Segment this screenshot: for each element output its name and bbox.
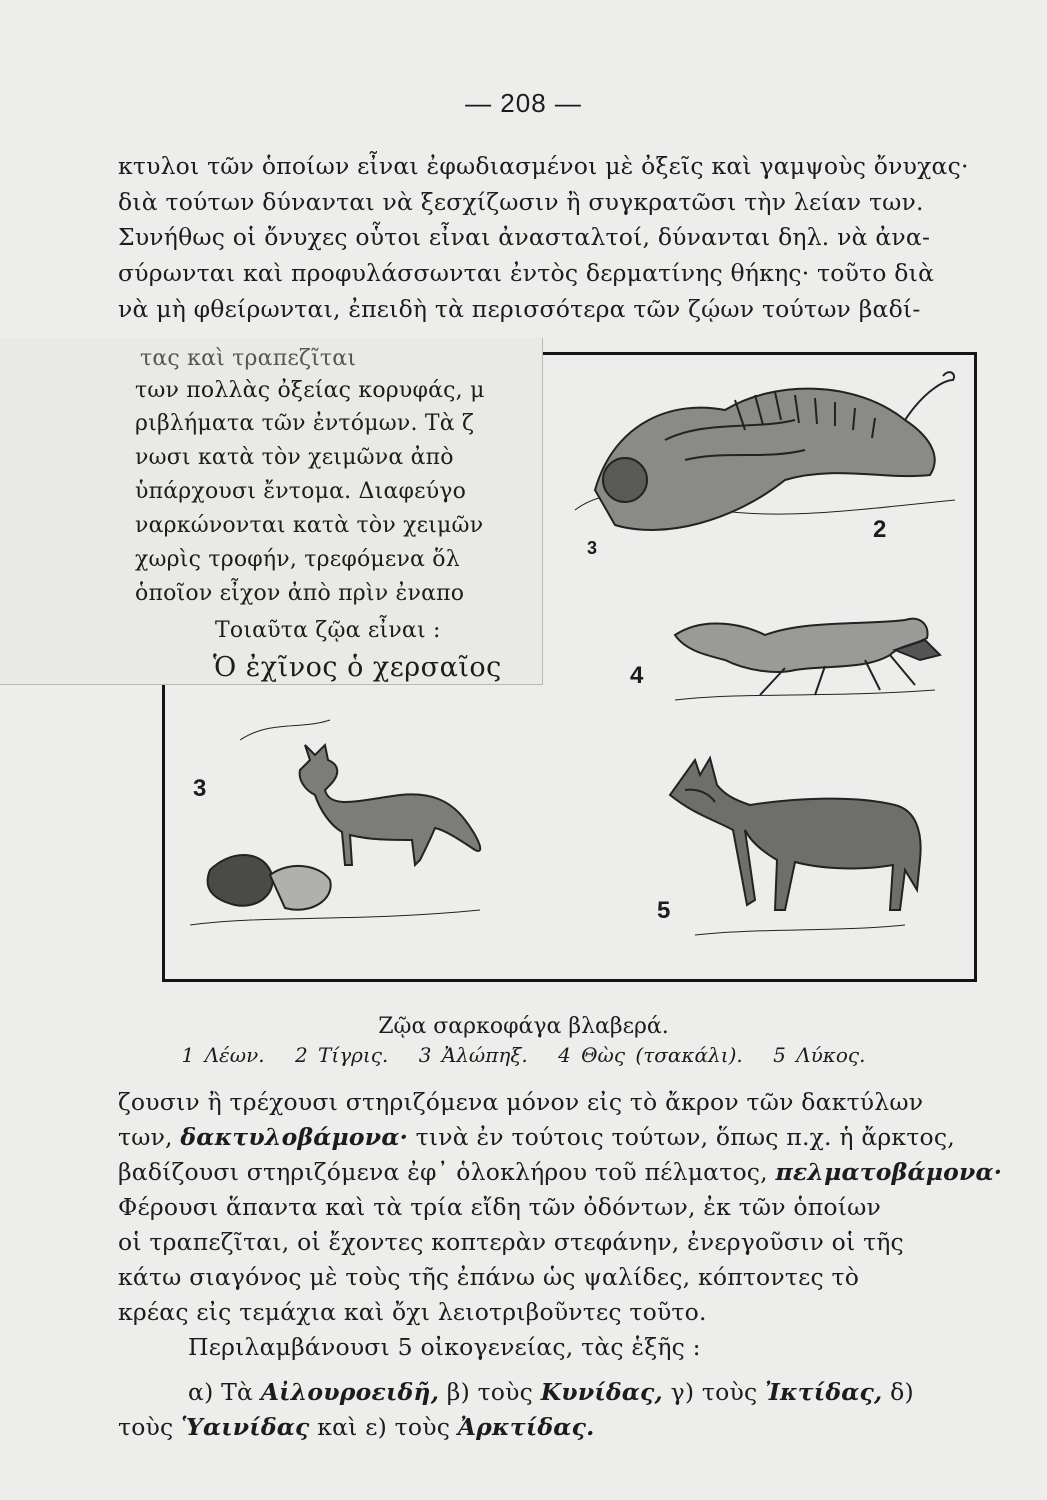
text-span: καὶ ε) τοὺς [317, 1413, 451, 1441]
text-span: δ) [890, 1378, 914, 1406]
text-span: α) Τὰ [188, 1378, 254, 1406]
wolf-illustration [655, 750, 945, 950]
text-line: νὰ μὴ φθείρωνται, ἐπειδὴ τὰ περισσότερα τῶν ζῴων τούτων βαδί- [118, 295, 921, 323]
text-span: γ) τοὺς [670, 1378, 758, 1406]
fragment-line: των πολλὰς ὀξείας κορυφάς, μ [135, 378, 485, 403]
text-span: β) τοὺς [446, 1378, 534, 1406]
caption-item: 3 Ἀλώπηξ. [418, 1043, 528, 1067]
text-line: οἱ τραπεζῖται, οἱ ἔχοντες κοπτερὰν στεφάνην, ἐνεργοῦσιν οἱ τῆς [118, 1228, 904, 1256]
text-line: Φέρουσι ἅπαντα καὶ τὰ τρία εἴδη τῶν ὀδόντων, ἐκ τῶν ὁποίων [118, 1193, 881, 1221]
text-line: Περιλαμβάνουσι 5 οἰκογενείας, τὰς ἑξῆς : [188, 1333, 701, 1361]
family-name: Ἀρκτίδας. [457, 1413, 595, 1441]
text-span: τινὰ ἐν τούτοις τούτων, ὅπως π.χ. ἡ ἄρκτος, [415, 1123, 955, 1151]
term-bold: πελματοβάμονα· [775, 1158, 1003, 1186]
page-number: — 208 — [465, 88, 582, 118]
text-line [118, 1123, 955, 1151]
family-name: Κυνίδας, [540, 1378, 663, 1406]
figure-label: 2 [873, 516, 887, 543]
text-span: βαδίζουσι στηριζόμενα ἐφ᾽ ὁλοκλήρου τοῦ πέλματος, [118, 1158, 768, 1186]
lion-tiger-illustration [555, 360, 975, 560]
text-line: κρέας εἰς τεμάχια καὶ ὄχι λειοτριβοῦντες τοῦτο. [118, 1298, 707, 1326]
figure-caption-legend [0, 1043, 1047, 1067]
figure-label: 4 [630, 662, 644, 689]
fox-illustration [180, 700, 500, 950]
fragment-line: ριβλήματα τῶν ἐντόμων. Τὰ ζ [135, 411, 475, 436]
fragment-line: ὑπάρχουσι ἔντομα. Διαφεύγο [135, 479, 467, 504]
text-line: σύρωνται καὶ προφυλάσσωνται ἐντὸς δερματίνης θήκης· τοῦτο διὰ [118, 259, 935, 287]
family-name: Ἰκτίδας, [764, 1378, 883, 1406]
text-line [118, 1158, 1002, 1186]
pasted-text-fragment [0, 338, 543, 685]
caption-item: 2 Τίγρις. [294, 1043, 389, 1067]
fragment-line: Τοιαῦτα ζῷα εἶναι : [215, 618, 441, 643]
caption-item: 4 Θὼς (τσακάλι). [558, 1043, 743, 1067]
text-line: κάτω σιαγόνος μὲ τοὺς τῆς ἐπάνω ὡς ψαλίδες, κόπτοντες τὸ [118, 1263, 860, 1291]
fragment-line: ναρκώνονται κατὰ τὸν χειμῶν [135, 513, 484, 538]
fragment-line: ὁποῖον εἶχον ἀπὸ πρὶν ἐναπο [135, 581, 465, 606]
caption-item: 5 Λύκος. [773, 1043, 866, 1067]
figure-caption-title: Ζῷα σαρκοφάγα βλαβερά. [378, 1014, 669, 1039]
family-name: Ὑαινίδας [181, 1413, 310, 1441]
families-line [118, 1413, 594, 1441]
figure-label: 3 [587, 538, 598, 558]
fragment-heading: Ὁ ἐχῖνος ὁ χερσαῖος [213, 652, 502, 683]
fragment-line: τας καὶ τραπεζῖται [140, 346, 357, 371]
families-line [188, 1378, 914, 1406]
text-span: τοὺς [118, 1413, 174, 1441]
fragment-line: νωσι κατὰ τὸν χειμῶνα ἀπὸ [135, 445, 454, 470]
text-line: ζουσιν ἢ τρέχουσι στηριζόμενα μόνον εἰς τὸ ἄκρον τῶν δακτύλων [118, 1088, 924, 1116]
figure-label: 3 [193, 775, 207, 802]
family-name: Αἰλουροειδῆ, [260, 1378, 440, 1406]
text-span: των, [118, 1123, 173, 1151]
fragment-line: χωρὶς τροφήν, τρεφόμενα ὅλ [135, 547, 460, 572]
text-line: Συνήθως οἱ ὄνυχες οὗτοι εἶναι ἀνασταλτοί, δύνανται δηλ. νὰ ἀνα- [118, 223, 931, 251]
caption-item: 1 Λέων. [181, 1043, 265, 1067]
jackal-illustration [665, 600, 945, 710]
figure-label: 5 [657, 897, 671, 924]
term-bold: δακτυλοβάμονα· [180, 1123, 408, 1151]
text-line: διὰ τούτων δύνανται νὰ ξεσχίζωσιν ἢ συγκρατῶσι τὴν λείαν των. [118, 188, 924, 216]
text-line: κτυλοι τῶν ὁποίων εἶναι ἐφωδιασμένοι μὲ ὀξεῖς καὶ γαμψοὺς ὄνυχας· [118, 152, 969, 180]
